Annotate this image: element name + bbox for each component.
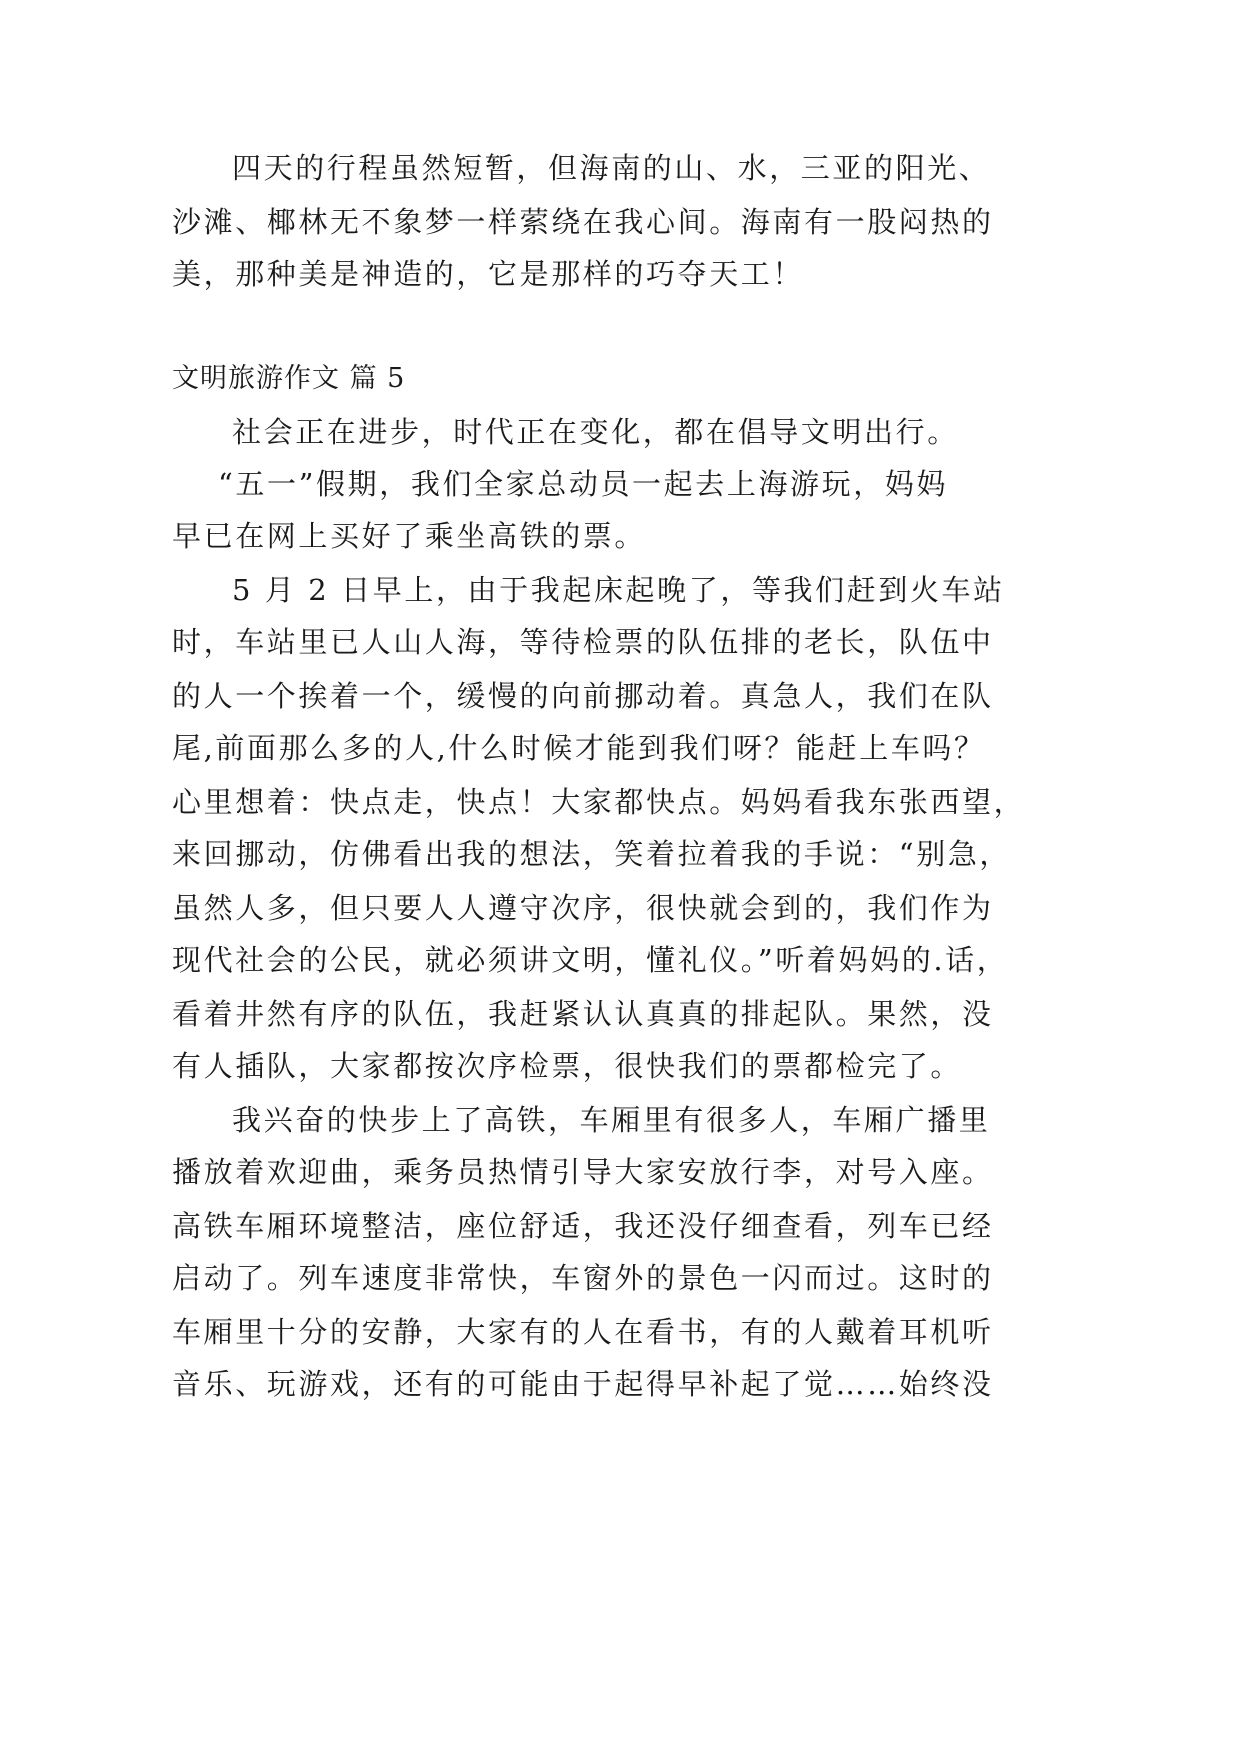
paragraph-line: 心里想着：快点走，快点！大家都快点。妈妈看我东张西望， [172, 785, 1026, 819]
paragraph-line: 启动了。列车速度非常快，车窗外的景色一闪而过。这时的 [172, 1261, 994, 1295]
paragraph-line: 美，那种美是神造的，它是那样的巧夺天工！ [172, 257, 805, 291]
paragraph-line: 四天的行程虽然短暂，但海南的山、水，三亚的阳光、 [232, 151, 991, 185]
paragraph-line: 社会正在进步，时代正在变化，都在倡导文明出行。 [232, 415, 959, 449]
paragraph-line: 沙滩、椰林无不象梦一样萦绕在我心间。海南有一股闷热的 [172, 205, 994, 239]
paragraph-line: 现代社会的公民，就必须讲文明，懂礼仪。”听着妈妈的.话， [172, 943, 1009, 977]
paragraph-line: 时，车站里已人山人海，等待检票的队伍排的老长，队伍中 [172, 625, 994, 659]
paragraph-line: 有人插队，大家都按次序检票，很快我们的票都检完了。 [172, 1049, 963, 1083]
paragraph-line: 5 月 2 日早上，由于我起床起晚了，等我们赶到火车站 [232, 573, 1005, 607]
section-heading: 文明旅游作文 篇 5 [172, 363, 406, 394]
paragraph-line: 尾,前面那么多的人,什么时候才能到我们呀？能赶上车吗？ [172, 731, 986, 765]
paragraph-line: 虽然人多，但只要人人遵守次序，很快就会到的，我们作为 [172, 891, 994, 925]
paragraph-line: 音乐、玩游戏，还有的可能由于起得早补起了觉……始终没 [172, 1367, 994, 1401]
paragraph-line: 车厢里十分的安静，大家有的人在看书，有的人戴着耳机听 [172, 1315, 994, 1349]
paragraph-line: 的人一个挨着一个，缓慢的向前挪动着。真急人，我们在队 [172, 679, 994, 713]
paragraph-line: 来回挪动，仿佛看出我的想法，笑着拉着我的手说：“别急， [172, 837, 1012, 871]
paragraph-line: 高铁车厢环境整洁，座位舒适，我还没仔细查看，列车已经 [172, 1209, 994, 1243]
paragraph-line: 早已在网上买好了乘坐高铁的票。 [172, 519, 647, 553]
paragraph-line: 我兴奋的快步上了高铁，车厢里有很多人，车厢广播里 [232, 1103, 991, 1137]
paragraph-line: 看着井然有序的队伍，我赶紧认认真真的排起队。果然，没 [172, 997, 994, 1031]
paragraph-line: “五一”假期，我们全家总动员一起去上海游玩，妈妈 [218, 467, 949, 501]
paragraph-line: 播放着欢迎曲，乘务员热情引导大家安放行李，对号入座。 [172, 1155, 994, 1189]
